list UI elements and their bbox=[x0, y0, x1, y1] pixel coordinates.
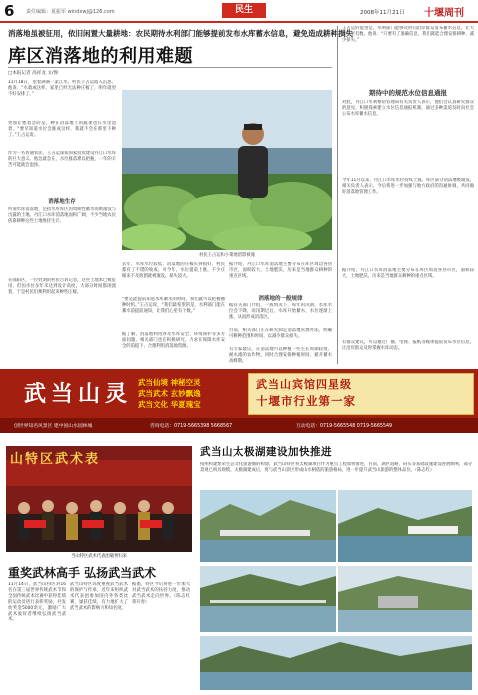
article-paragraph: 据有关部门介绍，一般情况下，每年的汛期，水库水位会下降，而汛期过后，水库开始蓄水，水位逐渐上涨，从而形成消落区。 bbox=[229, 303, 332, 320]
ad-footer-phone: 互动电话：0719-5665548 0719-5665549 bbox=[296, 424, 393, 429]
editor-line: 责任编辑：夏振军 windxwj@126.com bbox=[26, 9, 115, 15]
sidebar-title: 期待中的规范水位信息通报 bbox=[369, 89, 447, 97]
page-number: 6 bbox=[4, 2, 15, 20]
article-kicker: 消落地虽被征用，依旧闲置大量耕地：农民期待水利部门能够提前发布水库蓄水信息，避免造成耕种损失 bbox=[8, 29, 353, 38]
article-paragraph: 据介绍，丹江口水库消落地主要分布在库区周边各县市区，面积较大，土地肥沃，历来是当地群众耕种的重点区域。 bbox=[229, 262, 332, 279]
article-paragraph: 有专家建议，在消落地可以种植一些生长周期较短、耐水淹的农作物，同时合理安排种植时间，避开蓄水高峰期。 bbox=[229, 347, 332, 364]
article-paragraph: 武当山特区高度重视武当武术的保护与传承，近年来组织武术代表团参加国内外各类比赛，屡获佳绩，有力地扩大了武当武术的影响力和知名度。 bbox=[70, 582, 128, 611]
ad-hotel-line: 十堰市行业第一家 bbox=[256, 394, 356, 408]
paper-name: 十堰周刊 bbox=[424, 8, 464, 19]
article-paragraph: 据了解，消落地利用涉及水库安全、环境保护等多方面问题，相关部门也在积极研究，力求在保障水库安全的前提下，合理利用消落地资源。 bbox=[122, 332, 225, 349]
article-paragraph: “要是能提前知道水库蓄水的时间，我们就可以把握播种时机。”王占运说，“我们最希望的是，水利部门能在蓄水前提前通知，让我们心里有个数。” bbox=[122, 297, 225, 314]
lake-photo-art bbox=[338, 490, 472, 562]
construction-photo-art bbox=[200, 490, 336, 562]
issue-date: 2008年11月21日 bbox=[360, 10, 405, 16]
ad-footer-slogan: 创世界知名风景区 建中国山水园林城 bbox=[14, 424, 93, 429]
sidebar-paragraph: 有群众建议，可以通过广播、电视、报纸等媒体提前发布水位信息，让沿岸群众及时掌握水库动态。 bbox=[342, 340, 474, 351]
article-paragraph: 更加让他着急的是，种在消落地上的蔬菜也在水里泡着，“要早知道水位会涨成这样，我就不会在那里下种了。”王占运说。 bbox=[8, 121, 116, 138]
photo-banner-text: 山特区武术表 bbox=[10, 452, 101, 467]
farmer-photo-art bbox=[122, 90, 332, 250]
article-paragraph: 在郧阳区，一位姓刘的村民告诉记者，这些土地本已被征用，但因水位多年未达到设计高度，大部分时间都闲置着，于是村民们便利用起来种些庄稼。 bbox=[8, 278, 116, 295]
site-photo-art bbox=[338, 566, 472, 632]
article-paragraph: 所谓水库消落地，是指水库库区因周期性蓄水而被淹没与出露的土地。丹江口水库消落地面积广阔，不少当地农民依靠耕种这些土地维持生计。 bbox=[8, 207, 116, 224]
photo-caption: 当山特区武术代表团载誉归来 bbox=[71, 554, 127, 559]
ad-footer-bar bbox=[0, 418, 478, 433]
bridge-photo-art bbox=[200, 566, 336, 632]
page-header bbox=[0, 0, 478, 22]
header-rule bbox=[0, 21, 478, 23]
panorama-photo bbox=[200, 636, 472, 690]
article-headline: 库区消落地的利用难题 bbox=[8, 46, 193, 67]
section-subhead: 消落地生存 bbox=[48, 199, 76, 205]
article-paragraph: 作为一名普通农民，王占运深知国家投资建设丹江口水库的巨大意义。他急就急在，水位涨落难以把握，一年的辛苦可能就会泡汤。 bbox=[8, 151, 116, 168]
photo-caption: 村民王占运和小菜地留影被淹 bbox=[199, 253, 255, 258]
sidebar-paragraph: 今年11月以来，丹江口水库水位持续上涨，库区部分消落地被淹没。相关负责人表示，今后将进一步加强与地方政府的沟通协调，共同做好消落地管理工作。 bbox=[342, 178, 474, 195]
section-badge: 民生 bbox=[222, 3, 266, 18]
lake-photo bbox=[338, 490, 472, 562]
ad-slogan bbox=[138, 377, 201, 410]
section-subhead: 消落地的一般规律 bbox=[258, 296, 303, 302]
ad-slogan-line: 武当仙境 神秘空灵 bbox=[138, 378, 201, 387]
ad-title: 武当山灵 bbox=[24, 382, 133, 407]
award-ceremony-photo bbox=[6, 446, 192, 552]
site-photo bbox=[338, 566, 472, 632]
construction-photo bbox=[200, 490, 336, 562]
column-divider bbox=[337, 26, 338, 364]
article-paragraph: 11月18日，望着满满一渠江水，村民王占运陷入沉思，他说：“水就成这样，家里已经无法种庄稼了，明年就更不好安排了。” bbox=[8, 80, 116, 97]
farmer-photo bbox=[122, 90, 332, 250]
article-paragraph: 11月14日，武当山特区对16名在第三届世界传统武术节和全国传统武术比赛中获得佳绩的运动员进行表彰奖励，共发放奖金5000余元，激励广大武术爱好者继续弘扬武当武术。 bbox=[8, 582, 66, 623]
byline: □本报记者 高祥龙 文/图 bbox=[8, 71, 59, 76]
ad-hotel-line: 武当山宾馆四星级 bbox=[256, 378, 352, 391]
article-headline: 武当山太极湖建设加快推进 bbox=[200, 446, 332, 458]
bridge-photo bbox=[200, 566, 336, 632]
article-paragraph: 去年，水库水位较低，消落地的庄稼长得很好，村民都有了不错的收成。可今年，水位提前上涨，不少庄稼来不及收割就被淹没，损失较大。 bbox=[122, 262, 225, 279]
article-paragraph: 据悉，特区今后将进一步加大对武当武术的扶持力度，推动武当武术走向世界。（陈志红 蒋开春） bbox=[132, 582, 190, 605]
sidebar-paragraph: 王占运的愿望是，水利部门能够及时向沿岸群众发布蓄水信息，让大家心里有数。他说：“只要有了准确信息，我们就能合理安排耕种，减少损失。” bbox=[342, 26, 474, 43]
sidebar-paragraph: 对此，丹江口水利枢纽管理局有关负责人表示，他们会认真研究群众的意见，积极探索建立水位信息通报机制，通过多种渠道及时向社会公布水库蓄水信息。 bbox=[342, 100, 474, 117]
headline-rule bbox=[8, 67, 332, 68]
ad-slogan-line: 武当文化 华夏瑰宝 bbox=[138, 400, 201, 409]
sidebar-paragraph: 据介绍，丹江口水库消落地主要分布在库区周边各县市区，面积较大，土地肥沃，历来是当地群众耕种的重点区域。 bbox=[342, 268, 474, 279]
article-paragraph: 按照构建繁荣生态文化旅游圈的构想，武当山特区将太极湖项目作为重点工程加快推进，目前，湖区道路、码头等基础设施建设进展顺利，部分景观已初具规模。太极湖建成后，将与武当山景区形成山水相依的旅游格局，进一步提升武当山旅游的整体品位。（陈志红） bbox=[200, 462, 472, 473]
ad-footer-phone: 咨询电话：0719-5665398 5668567 bbox=[150, 424, 233, 429]
article-headline: 重奖武林高手 弘扬武当武术 bbox=[8, 566, 157, 580]
ad-banner bbox=[0, 369, 478, 433]
article-paragraph: 目前，相关部门正在研究制定消落地管理办法，明确可耕种范围和时间，以减少群众损失。 bbox=[229, 328, 332, 339]
ad-slogan-line: 武当武术 玄妙飘逸 bbox=[138, 389, 201, 398]
panorama-photo-art bbox=[200, 636, 472, 690]
